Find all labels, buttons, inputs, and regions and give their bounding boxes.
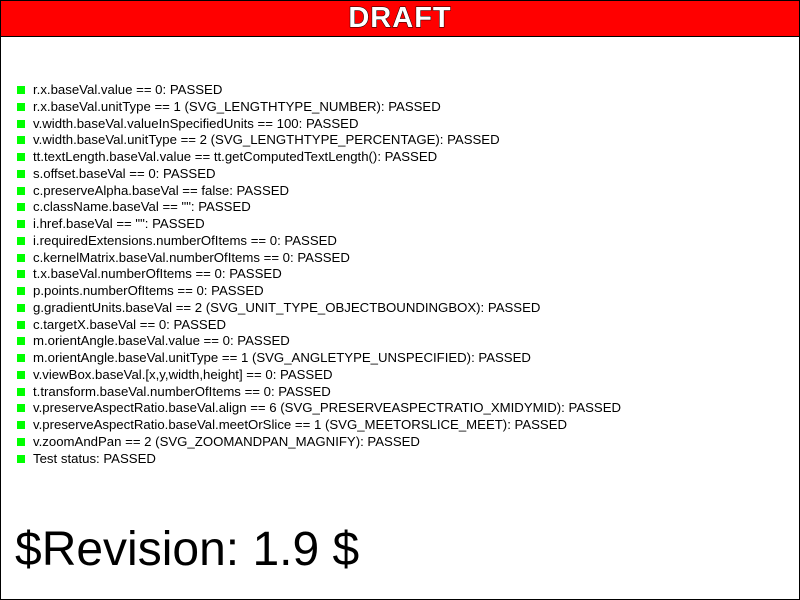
test-result-text: t.x.baseVal.numberOfItems == 0: PASSED bbox=[33, 266, 282, 282]
pass-square-icon bbox=[17, 421, 25, 429]
test-result-text: c.className.baseVal == "": PASSED bbox=[33, 199, 251, 215]
test-result-text: v.zoomAndPan == 2 (SVG_ZOOMANDPAN_MAGNIFY): PASSED bbox=[33, 433, 420, 449]
test-result-text: v.width.baseVal.valueInSpecifiedUnits == 100: PASSED bbox=[33, 115, 359, 131]
pass-square-icon bbox=[17, 337, 25, 345]
draft-banner bbox=[1, 1, 799, 37]
test-result-text: m.orientAngle.baseVal.unitType == 1 (SVG_ANGLETYPE_UNSPECIFIED): PASSED bbox=[33, 350, 531, 365]
pass-square-icon bbox=[17, 321, 25, 329]
pass-square-icon bbox=[17, 388, 25, 396]
test-result-text: tt.textLength.baseVal.value == tt.getComputedTextLength(): PASSED bbox=[33, 149, 438, 164]
pass-square-icon bbox=[17, 371, 25, 379]
test-result-text: r.x.baseVal.unitType == 1 (SVG_LENGTHTYPE_NUMBER): PASSED bbox=[33, 98, 441, 114]
draft-label: DRAFT bbox=[348, 2, 452, 34]
revision-label: $Revision: 1.9 $ bbox=[15, 523, 360, 576]
pass-square-icon bbox=[17, 86, 25, 94]
pass-square-icon bbox=[17, 287, 25, 295]
pass-square-icon bbox=[17, 270, 25, 278]
pass-square-icon bbox=[17, 170, 25, 178]
test-result-text: Test status: PASSED bbox=[33, 450, 156, 466]
pass-square-icon bbox=[17, 187, 25, 195]
test-result-text: g.gradientUnits.baseVal == 2 (SVG_UNIT_TYPE_OBJECTBOUNDINGBOX): PASSED bbox=[33, 299, 541, 315]
pass-square-icon bbox=[17, 254, 25, 262]
pass-square-icon bbox=[17, 237, 25, 245]
test-result-text: i.href.baseVal == "": PASSED bbox=[33, 216, 205, 231]
pass-square-icon bbox=[17, 153, 25, 161]
pass-square-icon bbox=[17, 136, 25, 144]
test-result-text: c.targetX.baseVal == 0: PASSED bbox=[33, 316, 227, 332]
test-result-text: p.points.numberOfItems == 0: PASSED bbox=[33, 283, 264, 298]
test-result-text: v.viewBox.baseVal.[x,y,width,height] == 0: PASSED bbox=[33, 366, 333, 382]
test-result-text: t.transform.baseVal.numberOfItems == 0: PASSED bbox=[33, 383, 331, 399]
test-result-text: m.orientAngle.baseVal.value == 0: PASSED bbox=[33, 333, 290, 349]
pass-square-icon bbox=[17, 438, 25, 446]
test-result-text: c.kernelMatrix.baseVal.numberOfItems == 0: PASSED bbox=[33, 249, 350, 265]
pass-square-icon bbox=[17, 120, 25, 128]
test-result-text: s.offset.baseVal == 0: PASSED bbox=[33, 165, 216, 181]
pass-square-icon bbox=[17, 304, 25, 312]
pass-square-icon bbox=[17, 220, 25, 228]
test-result-text: v.preserveAspectRatio.baseVal.align == 6 (SVG_PRESERVEASPECTRATIO_XMIDYMID): PASSED bbox=[33, 400, 622, 416]
test-result-text: i.requiredExtensions.numberOfItems == 0: PASSED bbox=[33, 232, 337, 248]
pass-square-icon bbox=[17, 404, 25, 412]
pass-square-icon bbox=[17, 203, 25, 211]
test-result-text: v.width.baseVal.unitType == 2 (SVG_LENGTHTYPE_PERCENTAGE): PASSED bbox=[33, 132, 500, 148]
test-result-text: c.preserveAlpha.baseVal == false: PASSED bbox=[33, 182, 290, 198]
pass-square-icon bbox=[17, 103, 25, 111]
pass-square-icon bbox=[17, 354, 25, 362]
pass-square-icon bbox=[17, 455, 25, 463]
test-result-text: v.preserveAspectRatio.baseVal.meetOrSlice == 1 (SVG_MEETORSLICE_MEET): PASSED bbox=[33, 417, 568, 432]
test-result-text: r.x.baseVal.value == 0: PASSED bbox=[33, 82, 223, 97]
